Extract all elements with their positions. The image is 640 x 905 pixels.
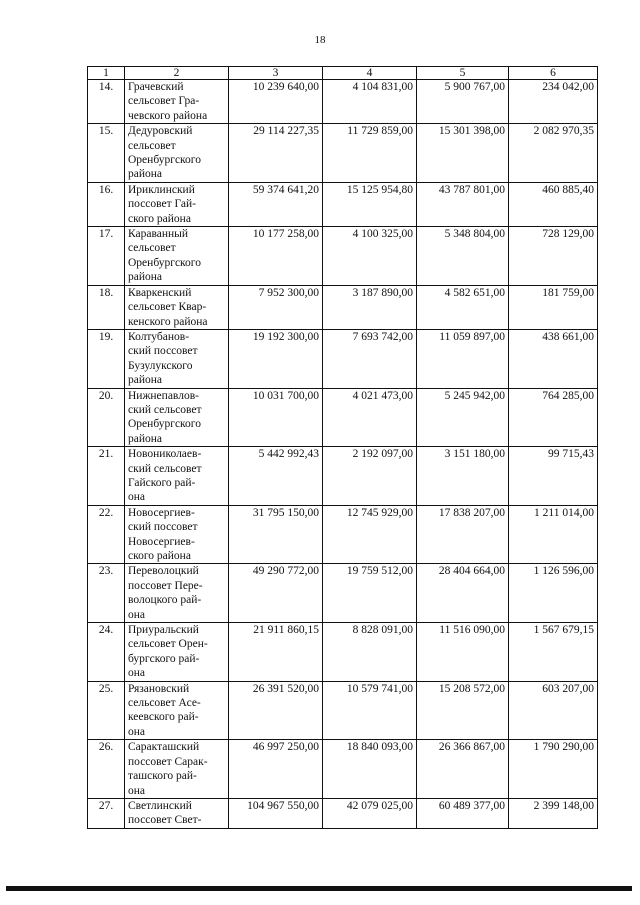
amount-col-5: 4 582 651,00	[417, 285, 509, 329]
row-number: 25.	[88, 681, 125, 740]
municipality-name-line: она	[128, 784, 146, 797]
table-row	[88, 80, 598, 124]
municipality-name-line: Дедуровский	[128, 125, 193, 138]
municipality-name-line: ский поссовет	[128, 345, 198, 358]
municipality-name	[125, 329, 229, 388]
page-number: 18	[314, 34, 326, 46]
amount-col-4: 4 100 325,00	[323, 227, 417, 286]
municipality-name-line: поссовет Пере-	[128, 579, 203, 592]
amount-col-5: 43 787 801,00	[417, 182, 509, 226]
header-row	[88, 67, 598, 80]
row-number: 23.	[88, 564, 125, 623]
amount-col-6: 1 567 679,15	[509, 623, 598, 682]
municipality-name-line: Гайского рай-	[128, 476, 196, 489]
amount-col-5: 26 366 867,00	[417, 740, 509, 799]
municipality-name	[125, 623, 229, 682]
amount-col-3: 5 442 992,43	[229, 447, 323, 506]
row-number: 27.	[88, 798, 125, 828]
municipality-name-line: Светлинский	[128, 799, 192, 812]
table-row	[88, 681, 598, 740]
amount-col-3: 104 967 550,00	[229, 798, 323, 828]
municipality-name-line: она	[128, 667, 146, 680]
row-number: 26.	[88, 740, 125, 799]
municipality-name-line: района	[128, 374, 163, 387]
municipality-name-line: района	[128, 168, 163, 181]
municipality-name-line: бургского рай-	[128, 652, 200, 665]
municipality-name-line: Колтубанов-	[128, 330, 190, 343]
municipality-name-line: кенского района	[128, 315, 208, 328]
amount-col-6: 1 790 290,00	[509, 740, 598, 799]
table-row	[88, 740, 598, 799]
amount-col-3: 19 192 300,00	[229, 329, 323, 388]
municipality-name-line: Новосергиев-	[128, 535, 195, 548]
municipality-name-line: Ириклинский	[128, 183, 195, 196]
amount-col-4: 19 759 512,00	[323, 564, 417, 623]
amount-col-3: 26 391 520,00	[229, 681, 323, 740]
amount-col-6: 603 207,00	[509, 681, 598, 740]
table-row	[88, 447, 598, 506]
amount-col-6: 1 126 596,00	[509, 564, 598, 623]
municipality-name-line: Приуральский	[128, 624, 199, 637]
municipality-name-line: ский поссовет	[128, 521, 198, 534]
amount-col-4: 15 125 954,80	[323, 182, 417, 226]
amount-col-5: 17 838 207,00	[417, 505, 509, 564]
amount-col-4: 4 021 473,00	[323, 388, 417, 447]
row-number: 21.	[88, 447, 125, 506]
amount-col-6: 1 211 014,00	[509, 505, 598, 564]
municipality-name	[125, 124, 229, 183]
municipality-name-line: района	[128, 271, 163, 284]
amount-col-6: 181 759,00	[509, 285, 598, 329]
amount-col-3: 10 031 700,00	[229, 388, 323, 447]
amount-col-5: 60 489 377,00	[417, 798, 509, 828]
row-number: 14.	[88, 80, 125, 124]
amount-col-5: 11 516 090,00	[417, 623, 509, 682]
amount-col-5: 5 245 942,00	[417, 388, 509, 447]
bottom-rule	[6, 886, 632, 891]
amount-col-4: 11 729 859,00	[323, 124, 417, 183]
municipality-name	[125, 182, 229, 226]
municipality-name-line: ского района	[128, 550, 191, 562]
municipality-name-line: волоцкого рай-	[128, 594, 202, 607]
amount-col-4: 7 693 742,00	[323, 329, 417, 388]
municipality-name-line: района	[128, 432, 163, 445]
table-row	[88, 564, 598, 623]
amount-col-4: 10 579 741,00	[323, 681, 417, 740]
municipality-name-line: сельсовет	[128, 139, 176, 152]
municipality-name-line: ский сельсовет	[128, 462, 202, 475]
municipality-name-line: чевского района	[128, 109, 208, 122]
municipality-name-line: она	[128, 725, 146, 738]
municipality-name-line: сельсовет Гра-	[128, 95, 200, 108]
amount-col-5: 28 404 664,00	[417, 564, 509, 623]
amount-col-6: 764 285,00	[509, 388, 598, 447]
municipality-name-line: сельсовет Асе-	[128, 697, 201, 710]
municipality-name-line: Рязановский	[128, 682, 190, 695]
municipality-name-line: поссовет Гай-	[128, 198, 196, 211]
amount-col-4: 42 079 025,00	[323, 798, 417, 828]
row-number: 18.	[88, 285, 125, 329]
table-row	[88, 623, 598, 682]
col-header-1: 1	[88, 67, 125, 80]
amount-col-5: 15 301 398,00	[417, 124, 509, 183]
municipality-name	[125, 285, 229, 329]
row-number: 24.	[88, 623, 125, 682]
amount-col-3: 31 795 150,00	[229, 505, 323, 564]
table-row	[88, 388, 598, 447]
municipality-name-line: ташского рай-	[128, 770, 197, 783]
amount-col-3: 59 374 641,20	[229, 182, 323, 226]
amount-col-3: 49 290 772,00	[229, 564, 323, 623]
amount-col-3: 21 911 860,15	[229, 623, 323, 682]
amount-col-3: 29 114 227,35	[229, 124, 323, 183]
col-header-3: 3	[229, 67, 323, 80]
municipality-name	[125, 388, 229, 447]
row-number: 15.	[88, 124, 125, 183]
municipality-name-line: Переволоцкий	[128, 565, 199, 578]
amount-col-4: 2 192 097,00	[323, 447, 417, 506]
municipality-name	[125, 740, 229, 799]
row-number: 22.	[88, 505, 125, 564]
amount-col-5: 3 151 180,00	[417, 447, 509, 506]
amount-col-5: 5 348 804,00	[417, 227, 509, 286]
amount-col-6: 728 129,00	[509, 227, 598, 286]
amount-col-6: 234 042,00	[509, 80, 598, 124]
municipality-name-line: Оренбургского	[128, 256, 201, 269]
col-header-6: 6	[509, 67, 598, 80]
municipality-name-line: Саракташский	[128, 741, 200, 754]
amount-col-6: 2 399 148,00	[509, 798, 598, 828]
municipality-name-line: она	[128, 608, 146, 621]
municipality-name-line: ский сельсовет	[128, 403, 202, 416]
municipality-name	[125, 798, 229, 828]
municipality-name-line: Кваркенский	[128, 286, 192, 299]
row-number: 16.	[88, 182, 125, 226]
amount-col-5: 11 059 897,00	[417, 329, 509, 388]
table-row	[88, 124, 598, 183]
amount-col-3: 7 952 300,00	[229, 285, 323, 329]
municipality-name-line: Оренбургского	[128, 154, 201, 167]
amount-col-4: 3 187 890,00	[323, 285, 417, 329]
amount-col-6: 438 661,00	[509, 329, 598, 388]
amount-col-6: 99 715,43	[509, 447, 598, 506]
municipality-name-line: Нижнепавлов-	[128, 389, 199, 402]
col-header-4: 4	[323, 67, 417, 80]
amount-col-4: 8 828 091,00	[323, 623, 417, 682]
table-row	[88, 329, 598, 388]
table-row	[88, 285, 598, 329]
municipality-name-line: Бузулукского	[128, 359, 193, 372]
amount-col-4: 12 745 929,00	[323, 505, 417, 564]
amount-col-3: 46 997 250,00	[229, 740, 323, 799]
municipality-name	[125, 505, 229, 564]
municipality-name-line: Оренбургского	[128, 418, 201, 431]
municipality-name-line: поссовет Свет-	[128, 814, 202, 827]
amount-col-6: 460 885,40	[509, 182, 598, 226]
amount-col-6: 2 082 970,35	[509, 124, 598, 183]
municipality-name-line: сельсовет Орен-	[128, 638, 208, 651]
municipality-name-line: сельсовет Квар-	[128, 301, 207, 314]
amount-col-4: 18 840 093,00	[323, 740, 417, 799]
municipality-name-line: сельсовет	[128, 242, 176, 255]
row-number: 19.	[88, 329, 125, 388]
row-number: 20.	[88, 388, 125, 447]
col-header-2: 2	[125, 67, 229, 80]
municipality-name-line: Грачевский	[128, 81, 184, 93]
table-row	[88, 227, 598, 286]
amount-col-4: 4 104 831,00	[323, 80, 417, 124]
table-row	[88, 182, 598, 226]
municipality-name-line: ского района	[128, 212, 191, 225]
amount-col-3: 10 239 640,00	[229, 80, 323, 124]
municipality-name	[125, 447, 229, 506]
municipality-name-line: Новосергиев-	[128, 506, 195, 519]
municipality-name	[125, 80, 229, 124]
amount-col-5: 15 208 572,00	[417, 681, 509, 740]
table-row	[88, 798, 598, 828]
budget-table	[87, 66, 598, 829]
table-row	[88, 505, 598, 564]
municipality-name-line: Караванный	[128, 228, 189, 241]
municipality-name	[125, 681, 229, 740]
municipality-name-line: она	[128, 491, 146, 504]
row-number: 17.	[88, 227, 125, 286]
amount-col-5: 5 900 767,00	[417, 80, 509, 124]
col-header-5: 5	[417, 67, 509, 80]
municipality-name-line: кеевского рай-	[128, 711, 199, 724]
municipality-name-line: поссовет Сарак-	[128, 755, 208, 768]
municipality-name	[125, 564, 229, 623]
amount-col-3: 10 177 258,00	[229, 227, 323, 286]
municipality-name	[125, 227, 229, 286]
municipality-name-line: Новониколаев-	[128, 448, 202, 461]
